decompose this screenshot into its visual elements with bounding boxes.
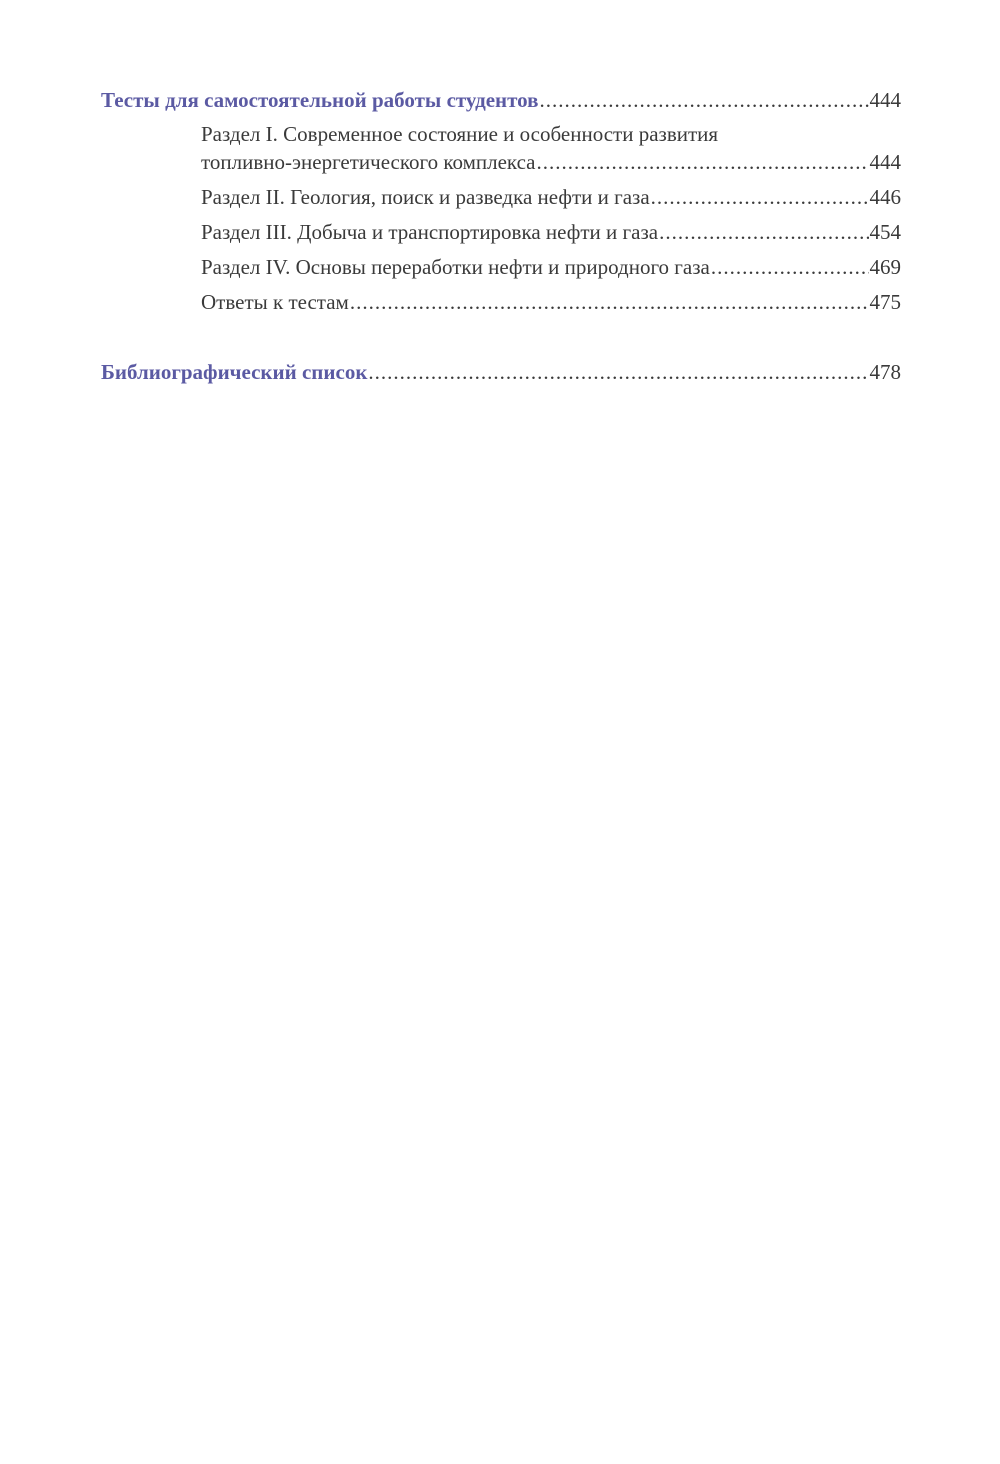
toc-entry-section-4[interactable] (101, 253, 901, 281)
toc-entry-title-line1: Раздел I. Современное состояние и особенности развития (201, 122, 719, 146)
toc-dot-leader (651, 183, 869, 211)
toc-page-number: 444 (869, 150, 901, 174)
toc-dot-leader (368, 358, 868, 386)
toc-dot-leader (537, 148, 869, 176)
toc-page-number: 446 (869, 185, 901, 209)
toc-entry-answers[interactable] (101, 288, 901, 316)
table-of-contents (101, 86, 901, 386)
toc-entry-title: Библиографический список (101, 360, 368, 384)
toc-entry-tests[interactable] (101, 86, 901, 114)
toc-entry-title: Тесты для самостоятельной работы студентов (101, 88, 539, 112)
toc-entry-title: Ответы к тестам (201, 290, 349, 314)
toc-entry-section-2[interactable] (101, 183, 901, 211)
toc-entry-title: Раздел IV. Основы переработки нефти и природного газа (201, 255, 710, 279)
toc-page-number: 475 (869, 290, 901, 314)
toc-page-number: 454 (869, 220, 901, 244)
toc-entry-title: Раздел III. Добыча и транспортировка нефти и газа (201, 220, 659, 244)
toc-page-number: 444 (869, 88, 901, 112)
toc-entry-bibliography[interactable] (101, 358, 901, 386)
toc-entry-section-1[interactable] (101, 120, 901, 176)
toc-dot-leader (350, 288, 869, 316)
toc-entry-section-1-line2 (101, 148, 901, 176)
toc-entry-title: Раздел II. Геология, поиск и разведка нефти и газа (201, 185, 650, 209)
toc-entry-title-line2: топливно-энергетического комплекса (201, 150, 536, 174)
toc-page-number: 478 (869, 360, 901, 384)
toc-dot-leader (711, 253, 869, 281)
toc-dot-leader (659, 218, 868, 246)
toc-page-number: 469 (869, 255, 901, 279)
toc-entry-section-3[interactable] (101, 218, 901, 246)
toc-dot-leader (540, 86, 869, 114)
